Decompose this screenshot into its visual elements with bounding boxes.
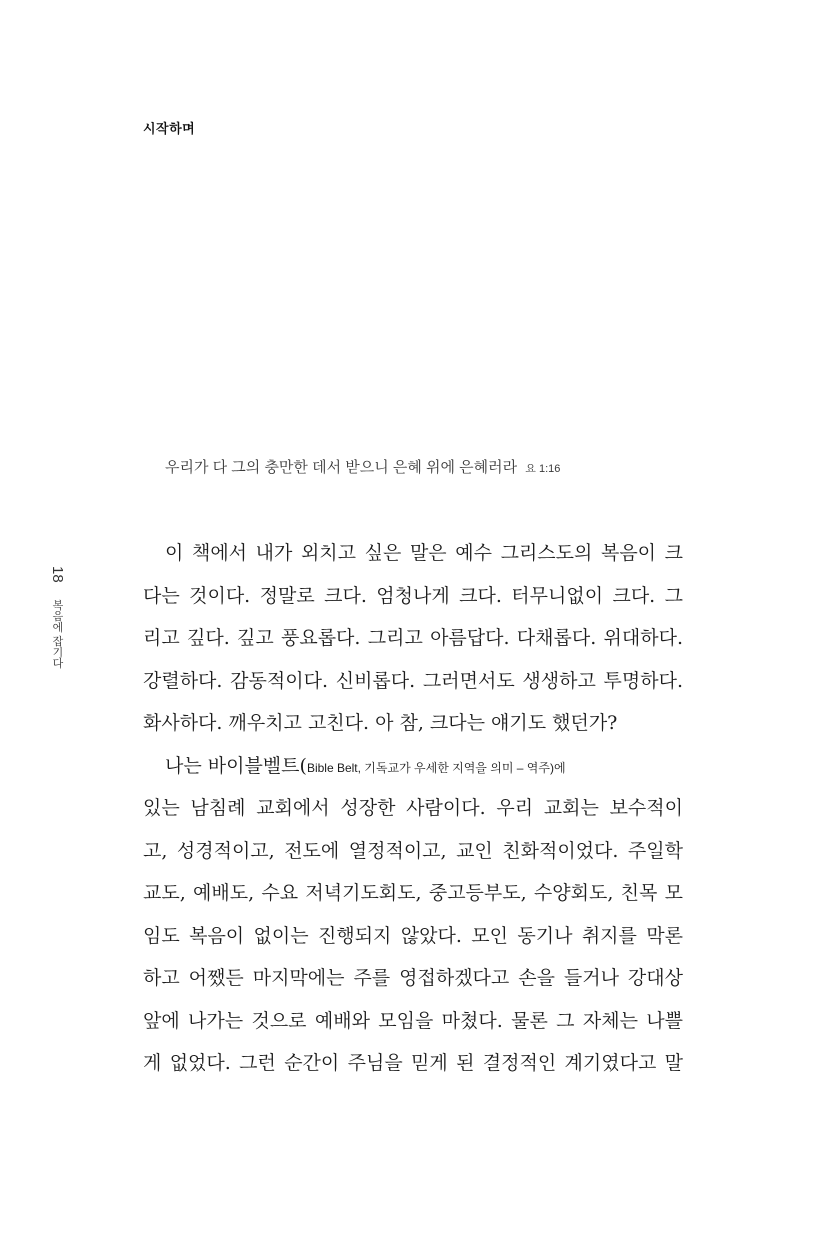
line-text: 나는 바이블벨트( bbox=[165, 754, 307, 777]
page-number: 18 bbox=[49, 566, 66, 583]
paragraph-line: 이 책에서 내가 외치고 싶은 말은 예수 그리스도의 복음이 크 bbox=[165, 542, 683, 564]
epigraph bbox=[165, 456, 560, 477]
paragraph-line: 하고 어쨌든 마지막에는 주를 영접하겠다고 손을 들거나 강대상 bbox=[143, 967, 683, 989]
running-head bbox=[48, 566, 66, 668]
epigraph-reference: 요 1:16 bbox=[525, 463, 561, 475]
paragraph-line: 리고 깊다. 깊고 풍요롭다. 그리고 아름답다. 다채롭다. 위대하다. bbox=[143, 627, 683, 649]
paragraph-line bbox=[143, 745, 683, 788]
paragraph-line: 강렬하다. 감동적이다. 신비롭다. 그러면서도 생생하고 투명하다. bbox=[143, 669, 683, 692]
paragraph-line: 앞에 나가는 것으로 예배와 모임을 마쳤다. 물론 그 자체는 나쁠 bbox=[143, 1009, 683, 1032]
paragraph-line: 교도, 예배도, 수요 저녁기도회도, 중고등부도, 수양회도, 친목 모 bbox=[143, 882, 683, 904]
translator-note: , 기독교가 우세한 지역을 의미 – 역주)에 bbox=[357, 760, 566, 775]
paragraph-line: 게 없었다. 그런 순간이 주님을 믿게 된 결정적인 계기였다고 말 bbox=[143, 1052, 683, 1074]
book-title: 복음에 잡기다 bbox=[51, 599, 63, 669]
paragraph-line: 다는 것이다. 정말로 크다. 엄청나게 크다. 터무니없이 크다. 그 bbox=[143, 584, 683, 607]
section-title: 시작하며 bbox=[143, 121, 196, 136]
paragraph-line: 화사하다. 깨우치고 고친다. 아 참, 크다는 얘기도 했던가? bbox=[143, 712, 618, 734]
english-term: Bible Belt bbox=[306, 760, 358, 775]
paragraph-line: 고, 성경적이고, 전도에 열정적이고, 교인 친화적이었다. 주일학 bbox=[143, 839, 683, 862]
body-text bbox=[143, 532, 683, 1085]
epigraph-text: 우리가 다 그의 충만한 데서 받으니 은혜 위에 은혜러라 bbox=[165, 459, 518, 476]
paragraph-line: 있는 남침례 교회에서 성장한 사람이다. 우리 교회는 보수적이 bbox=[143, 797, 683, 819]
paragraph-line: 임도 복음이 없이는 진행되지 않았다. 모인 동기나 취지를 막론 bbox=[143, 924, 683, 947]
